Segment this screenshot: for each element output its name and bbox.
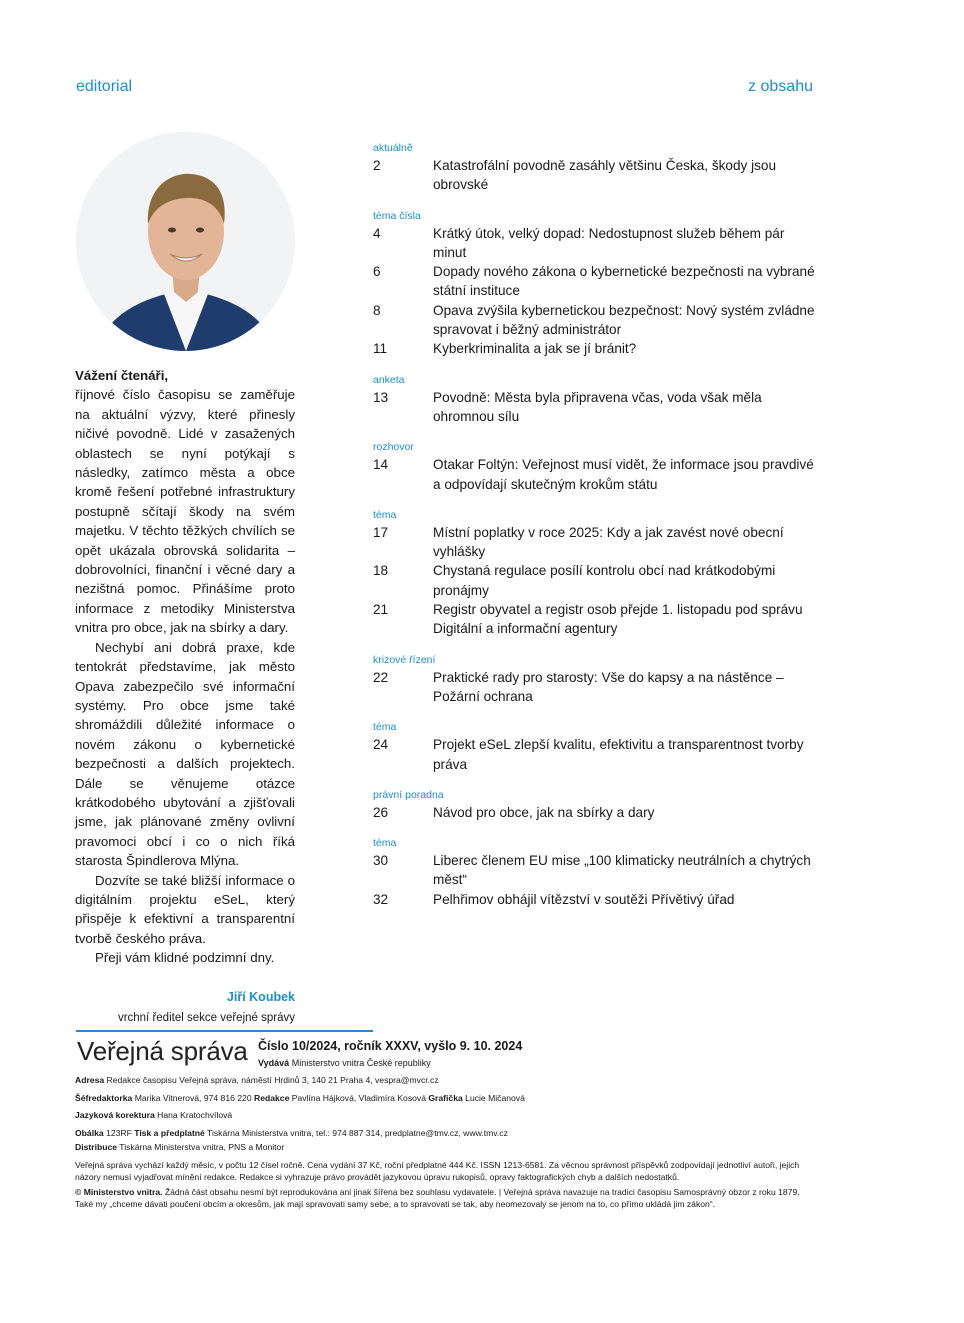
- toc-title: Liberec členem EU mise „100 klimaticky neutrálních a chytrých měst“: [433, 853, 811, 888]
- toc-item[interactable]: [373, 668, 818, 707]
- distribution-label: Distribuce: [75, 1142, 118, 1153]
- toc-item[interactable]: [373, 455, 818, 494]
- chief-value: Marika Vitnerová, 974 816 220: [134, 1092, 252, 1103]
- toc-page-number: 17: [373, 524, 389, 540]
- toc-item[interactable]: [373, 890, 818, 909]
- graphic-label: Grafička: [428, 1092, 463, 1103]
- toc-section-label: krizové řízení: [373, 653, 436, 666]
- toc-page-number: 22: [373, 669, 389, 685]
- proof-value: Hana Kratochvílová: [157, 1110, 233, 1121]
- toc-item[interactable]: [373, 301, 818, 340]
- toc-section: [373, 508, 818, 639]
- toc-title: Pelhřimov obhájil vítězství v soutěži Přívětivý úřad: [433, 891, 735, 907]
- toc-section: [373, 836, 818, 909]
- magazine-logo: Veřejná správa: [77, 1036, 248, 1066]
- issue-info: Číslo 10/2024, ročník XXXV, vyšlo 9. 10. 2024: [258, 1039, 523, 1053]
- toc-section-label: rozhovor: [373, 441, 414, 454]
- cover-label: Obálka: [75, 1127, 104, 1138]
- editors-value: Pavlína Hájková, Vladimíra Kosová: [291, 1092, 426, 1103]
- distribution-value: Tiskárna Ministerstva vnitra, PNS a Monitor: [119, 1142, 285, 1153]
- copyright-label: © Ministerstvo vnitra.: [75, 1187, 163, 1198]
- toc-page-number: 26: [373, 804, 389, 820]
- toc-item[interactable]: [373, 224, 818, 263]
- toc-title: Dopady nového zákona o kybernetické bezpečnosti na vybrané státní instituce: [433, 264, 815, 299]
- toc-page-number: 18: [373, 563, 389, 579]
- toc-item[interactable]: [373, 262, 818, 301]
- toc-page-number: 6: [373, 264, 381, 280]
- print-label: Tisk a předplatné: [134, 1127, 205, 1138]
- toc-title: Registr obyvatel a registr osob přejde 1. listopadu pod správu Digitální a informační agentury: [433, 602, 803, 637]
- editorial-text: [75, 366, 295, 1028]
- toc-title: Otakar Foltýn: Veřejnost musí vidět, že informace jsou pravdivé a odpovídají skutečným krokům státu: [433, 457, 814, 492]
- toc-title: Krátký útok, velký dopad: Nedostupnost služeb během pár minut: [433, 225, 785, 260]
- toc-title: Praktické rady pro starosty: Vše do kapsy a na nástěnce – Požární ochrana: [433, 669, 784, 704]
- editorial-paragraph-2: Nechybí ani dobrá praxe, kde tentokrát představíme, jak město Opava zabezpečilo své informační systémy. Pro obce jsme také shromáždili důležité informace o novém zákonu o kybernetické bezpečnosti a dalších projektech. Dále se věnujeme otázce krátkodobého ubytování a zjišťovali jsme, jak plánované změny ovlivní pravomoci obcí i co o nich říká starosta Špindlerova Mlýna.: [75, 639, 295, 869]
- toc-section-label: téma: [373, 508, 397, 521]
- proof-label: Jazyková korektura: [75, 1110, 155, 1121]
- editorial-paragraph-3: Dozvíte se také bližší informace o digitálním projektu eSeL, který přispěje k efektivní a transparentní tvorbě českého práva.: [75, 872, 295, 946]
- toc-title: Kyberkriminalita a jak se jí bránit?: [433, 341, 637, 357]
- address-value: Redakce časopisu Veřejná správa, náměstí Hrdinů 3, 140 21 Praha 4, vespra@mvcr.cz: [106, 1075, 439, 1085]
- toc-page-number: 14: [373, 457, 389, 473]
- toc-section: [373, 440, 818, 494]
- publisher-value: Ministerstvo vnitra České republiky: [291, 1058, 431, 1068]
- imprint: [75, 1075, 815, 1214]
- table-of-contents: [373, 141, 818, 923]
- toc-title: Návod pro obce, jak na sbírky a dary: [433, 804, 655, 820]
- toc-title: Místní poplatky v roce 2025: Kdy a jak zavést nové obecní vyhlášky: [433, 524, 784, 560]
- signature-role: vrchní ředitel sekce veřejné správy: [117, 1012, 295, 1024]
- address-label: Adresa: [75, 1075, 105, 1085]
- editorial-paragraph-4: Přeji vám klidné podzimní dny.: [95, 950, 275, 966]
- imprint-note: Veřejná správa vychází každý měsíc, v počtu 12 čísel ročně. Cena vydání 37 Kč, roční předplatné 444 Kč. ISSN 1213-6581. Za věcnou správnost příspěvků zodpovídají jednotliví autoři, jejich názory nemusí vyjadřovat mínění redakce. Redakce si vyhrazuje právo provádět jazykovou úpravu rukopisů, opravy faktografických chyb a dalších nedostatků.: [75, 1159, 800, 1182]
- toc-section-label: anketa: [373, 373, 405, 386]
- publisher-line: [258, 1058, 431, 1068]
- toc-page-number: 30: [373, 853, 389, 869]
- signature-name: Jiří Koubek: [226, 989, 295, 1004]
- toc-item[interactable]: [373, 523, 818, 562]
- toc-section-label: téma: [373, 721, 397, 734]
- toc-item[interactable]: [373, 388, 818, 427]
- toc-title: Katastrofální povodně zasáhly většinu Česka, škody jsou obrovské: [433, 158, 777, 193]
- toc-section-label: právní poradna: [373, 788, 444, 801]
- toc-section: [373, 373, 818, 427]
- toc-item[interactable]: [373, 156, 818, 195]
- author-portrait: [76, 132, 295, 351]
- toc-section-label: téma: [373, 837, 397, 850]
- chief-label: Šéfredaktorka: [75, 1092, 133, 1103]
- toc-item[interactable]: [373, 339, 818, 358]
- toc-section-label: aktuálně: [373, 142, 413, 154]
- toc-item[interactable]: [373, 561, 818, 600]
- toc-section: [373, 720, 818, 774]
- toc-page-number: 4: [373, 225, 381, 241]
- toc-page-number: 11: [373, 341, 388, 357]
- toc-item[interactable]: [373, 803, 818, 822]
- toc-item[interactable]: [373, 851, 818, 890]
- toc-page-number: 21: [373, 602, 389, 618]
- toc-section: [373, 141, 818, 195]
- toc-item[interactable]: [373, 735, 818, 774]
- print-value: Tiskárna Ministerstva vnitra, tel.: 974 887 314, predplatne@tmv.cz, www.tmv.cz: [207, 1127, 508, 1138]
- editorial-greeting: Vážení čtenáři,: [75, 368, 169, 383]
- toc-title: Opava zvýšila kybernetickou bezpečnost: Nový systém zvládne spravovat i běžný administrátor: [433, 302, 815, 338]
- toc-page-number: 2: [373, 158, 381, 173]
- toc-page-number: 32: [373, 891, 389, 907]
- publisher-label: Vydává: [258, 1058, 290, 1068]
- toc-title: Povodně: Města byla připravena včas, voda však měla ohromnou sílu: [433, 389, 762, 424]
- imprint-divider: [76, 1030, 373, 1032]
- copyright-value: Žádná část obsahu nesmí být reprodukována ani jinak šířena bez souhlasu vydavatele. | Veřejná správa navazuje na tradici časopisu Samosprávný obzor z roku 1879. Také my „chceme dávati poučení obcím a okresům, jak mají spravovati samy sebe, a to spravovati se tak, aby neomezovaly se jenom na to, co přímo ukládá jim zákon“.: [75, 1187, 800, 1209]
- toc-section: [373, 788, 818, 822]
- toc-title: Projekt eSeL zlepší kvalitu, efektivitu a transparentnost tvorby práva: [433, 737, 804, 772]
- graphic-value: Lucie Mičanová: [465, 1092, 525, 1103]
- editorial-paragraph-1: říjnové číslo časopisu se zaměřuje na aktuální výzvy, které přinesly ničivé povodně. Lidé v zasažených oblastech se nyní potýkají s následky, zatímco města a obce kromě řešení potřebné infrastruktury postupně sčítají škody na svém majetku. V těchto těžkých chvílích se opět ukázala obrovská solidarita – dobrovolníci, finanční i věcné dary a nezištná pomoc. Přinášíme proto informace z metodiky Ministerstva vnitra pro obce, jak na sbírky a dary.: [75, 387, 295, 636]
- toc-section: [373, 209, 818, 359]
- toc-section: [373, 653, 818, 707]
- toc-section-label: téma čísla: [373, 209, 421, 222]
- editors-label: Redakce: [254, 1092, 290, 1103]
- section-label-editorial: editorial: [76, 78, 133, 95]
- section-label-contents: z obsahu: [748, 78, 813, 95]
- toc-page-number: 13: [373, 389, 389, 405]
- toc-item[interactable]: [373, 600, 818, 639]
- toc-title: Chystaná regulace posílí kontrolu obcí nad krátkodobými pronájmy: [433, 563, 776, 598]
- toc-page-number: 8: [373, 302, 381, 318]
- cover-value: 123RF: [106, 1127, 132, 1138]
- toc-page-number: 24: [373, 737, 389, 753]
